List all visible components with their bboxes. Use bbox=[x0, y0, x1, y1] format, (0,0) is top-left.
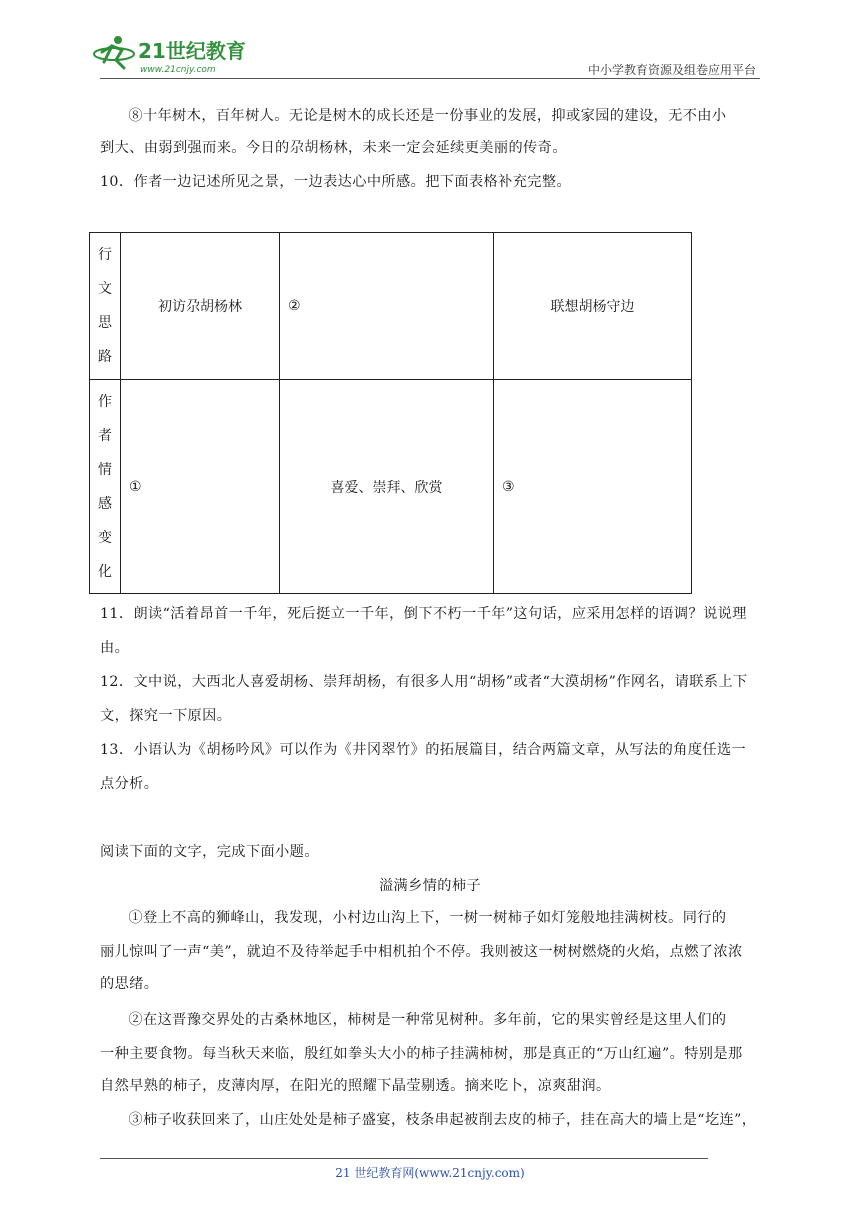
site-logo bbox=[92, 32, 262, 78]
header-divider bbox=[100, 78, 760, 79]
heading-char: 情 bbox=[98, 461, 112, 478]
footer-divider bbox=[100, 1158, 708, 1159]
row-heading-emotion bbox=[90, 380, 121, 594]
table-cell: 喜爱、崇拜、欣赏 bbox=[280, 380, 494, 594]
question-13-line-2: 点分析。 bbox=[100, 776, 159, 792]
heading-char: 者 bbox=[98, 427, 112, 444]
article-p3-line-1: ③柿子收获回来了，山庄处处是柿子盛宴，枝条串起被削去皮的柿子，挂在高大的墙上是“圪连”， bbox=[128, 1112, 757, 1128]
heading-char: 感 bbox=[98, 495, 112, 512]
table-cell-blank-2: ② bbox=[280, 233, 494, 380]
paragraph-8-line-1: ⑧十年树木，百年树人。无论是树木的成长还是一份事业的发展，抑或家园的建设，无不由小 bbox=[128, 108, 727, 124]
question-12-line-2: 文，探究一下原因。 bbox=[100, 708, 232, 724]
question-11-line-1: 11．朗读“活着昂首一千年，死后挺立一千年，倒下不朽一千年”这句话，应采用怎样的语调？说说理 bbox=[100, 606, 747, 622]
table-row bbox=[90, 380, 692, 594]
table-cell-blank-3: ③ bbox=[494, 380, 692, 594]
answer-table bbox=[89, 232, 692, 594]
platform-name: 中小学教育资源及组卷应用平台 bbox=[587, 63, 756, 77]
heading-char: 化 bbox=[98, 563, 112, 580]
article-p1-line-3: 的思绪。 bbox=[100, 976, 159, 992]
question-10: 10．作者一边记述所见之景，一边表达心中所感。把下面表格补充完整。 bbox=[100, 174, 572, 190]
table-cell: 联想胡杨守边 bbox=[494, 233, 692, 380]
reading-intro: 阅读下面的文字，完成下面小题。 bbox=[100, 844, 319, 860]
table-row bbox=[90, 233, 692, 380]
table-cell-blank-1: ① bbox=[121, 380, 280, 594]
article-p2-line-2: 一种主要食物。每当秋天来临，殷红如拳头大小的柿子挂满柿树，那是真正的“万山红遍”。特别是那 bbox=[100, 1046, 743, 1062]
article-p1-line-2: 丽儿惊叫了一声“美”，就迫不及待举起手中相机拍个不停。我则被这一树树燃烧的火焰，点燃了浓浓 bbox=[100, 944, 743, 960]
paragraph-8-line-2: 到大、由弱到强而来。今日的尕胡杨林，未来一定会延续更美丽的传奇。 bbox=[100, 140, 567, 156]
heading-char: 行 bbox=[98, 247, 112, 263]
heading-char: 路 bbox=[98, 349, 112, 365]
heading-char: 文 bbox=[98, 281, 112, 297]
question-13-line-1: 13．小语认为《胡杨吟风》可以作为《井冈翠竹》的拓展篇目，结合两篇文章，从写法的角度任选一 bbox=[100, 742, 747, 758]
heading-char: 思 bbox=[98, 315, 112, 331]
heading-char: 变 bbox=[98, 529, 112, 546]
page-header bbox=[0, 0, 860, 80]
heading-char: 作 bbox=[98, 393, 112, 410]
row-heading-thinking bbox=[90, 233, 121, 380]
article-p2-line-1: ②在这晋豫交界处的古桑林地区，柿树是一种常见树种。多年前，它的果实曾经是这里人们的 bbox=[128, 1012, 727, 1028]
article-p1-line-1: ①登上不高的狮峰山，我发现，小村边山沟上下，一树一树柿子如灯笼般地挂满树枝。同行的 bbox=[128, 910, 727, 926]
page-footer: 21 世纪教育网(www.21cnjy.com) bbox=[335, 1166, 525, 1180]
question-12-line-1: 12．文中说，大西北人喜爱胡杨、崇拜胡杨，有很多人用“胡杨”或者“大漠胡杨”作网名，请联系上下 bbox=[100, 674, 748, 690]
table-cell: 初访尕胡杨林 bbox=[121, 233, 280, 380]
question-11-line-2: 由。 bbox=[100, 640, 130, 656]
logo-url: www.21cnjy.com bbox=[140, 65, 216, 75]
logo-text: 21世纪教育 bbox=[138, 39, 246, 63]
article-title: 溢满乡情的柿子 bbox=[378, 878, 482, 894]
article-p2-line-3: 自然早熟的柿子，皮薄肉厚，在阳光的照耀下晶莹剔透。摘来吃卜，凉爽甜润。 bbox=[100, 1078, 611, 1094]
